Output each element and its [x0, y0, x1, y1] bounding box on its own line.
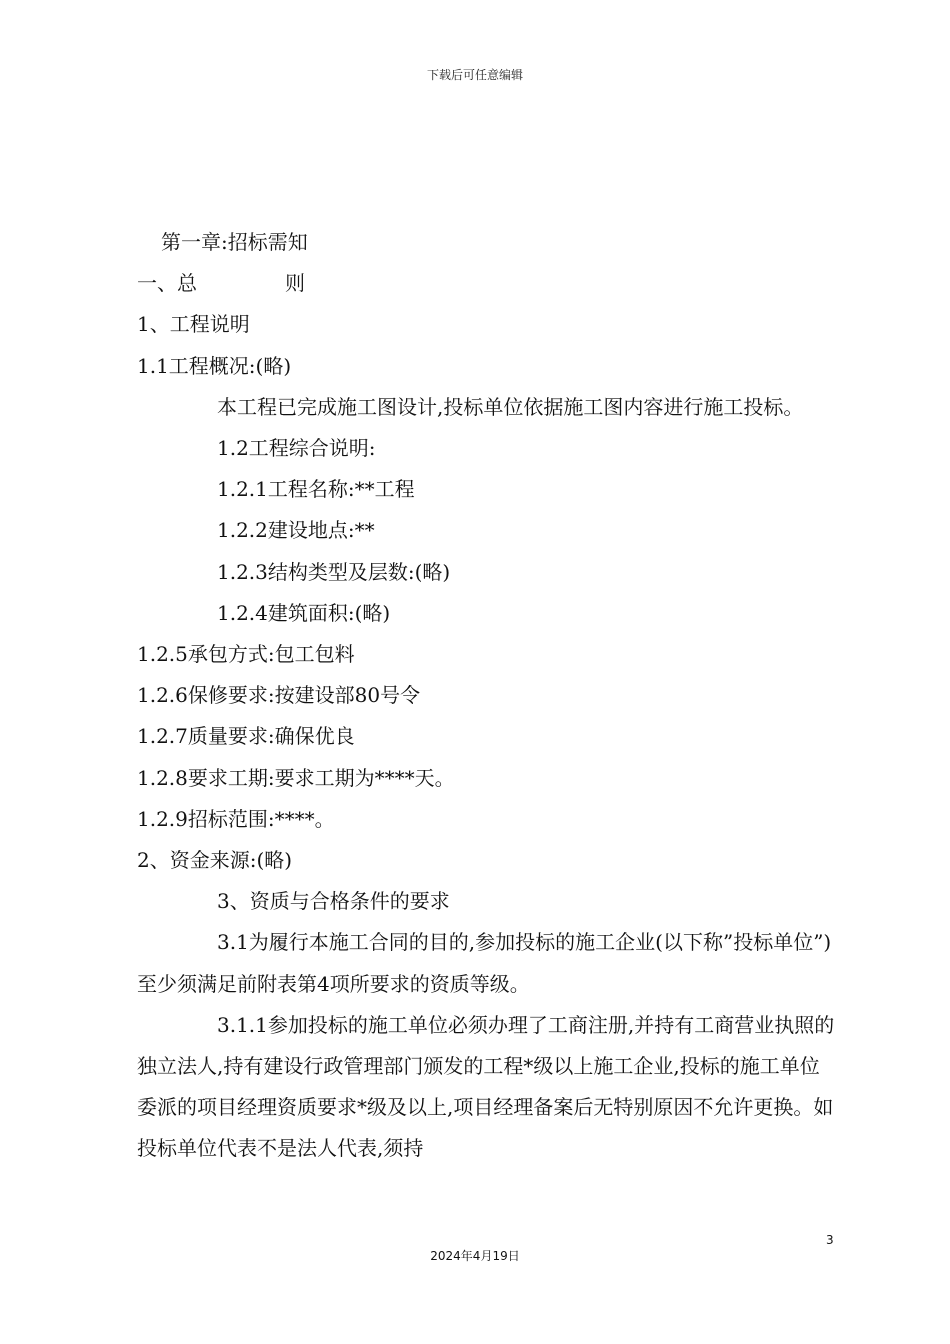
paragraph: 1.1工程概况:(略) — [137, 353, 292, 378]
paragraph: 1.2.4建筑面积:(略) — [217, 600, 391, 625]
page-header: 下载后可任意编辑 — [426, 68, 523, 82]
paragraph: 本工程已完成施工图设计,投标单位依据施工图内容进行施工投标。 — [217, 394, 804, 419]
paragraph: 3、资质与合格条件的要求 — [217, 889, 450, 914]
page-footer-date: 2024年4月19日 — [430, 1249, 520, 1263]
paragraph: 1.2.2建设地点:** — [217, 518, 375, 543]
paragraph: 1.2工程综合说明: — [217, 436, 376, 461]
paragraph: 1.2.8要求工期:要求工期为****天。 — [137, 765, 455, 790]
paragraph: 1.2.5承包方式:包工包料 — [137, 642, 355, 667]
paragraph: 3.1为履行本施工合同的目的,参加投标的施工企业(以下称”投标单位”)至少须满足前附表第4项所要求的资质等级。 — [137, 930, 832, 996]
chapter-title: 第一章:招标需知 — [161, 230, 308, 254]
paragraph: 3.1.1参加投标的施工单位必须办理了工商注册,并持有工商营业执照的独立法人,持有建设行政管理部门颁发的工程*级以上施工企业,投标的施工单位委派的项目经理资质要求*级及以上,项目经理备案后无特别原因不允许更换。如投标单位代表不是法人代表,须持 — [137, 1012, 835, 1161]
paragraph: 1.2.1工程名称:**工程 — [217, 477, 415, 502]
section-heading — [137, 263, 837, 304]
paragraph: 1.2.3结构类型及层数:(略) — [217, 559, 451, 584]
paragraph: 1、工程说明 — [137, 312, 250, 337]
paragraph: 1.2.9招标范围:****。 — [137, 806, 335, 831]
document-body — [137, 222, 837, 1170]
page-number: 3 — [826, 1233, 834, 1247]
section-heading-right: 则 — [285, 271, 305, 296]
section-heading-left: 一、总 — [137, 271, 197, 296]
paragraph: 1.2.6保修要求:按建设部80号令 — [137, 683, 421, 708]
paragraph: 1.2.7质量要求:确保优良 — [137, 724, 355, 749]
paragraph: 2、资金来源:(略) — [137, 848, 293, 873]
